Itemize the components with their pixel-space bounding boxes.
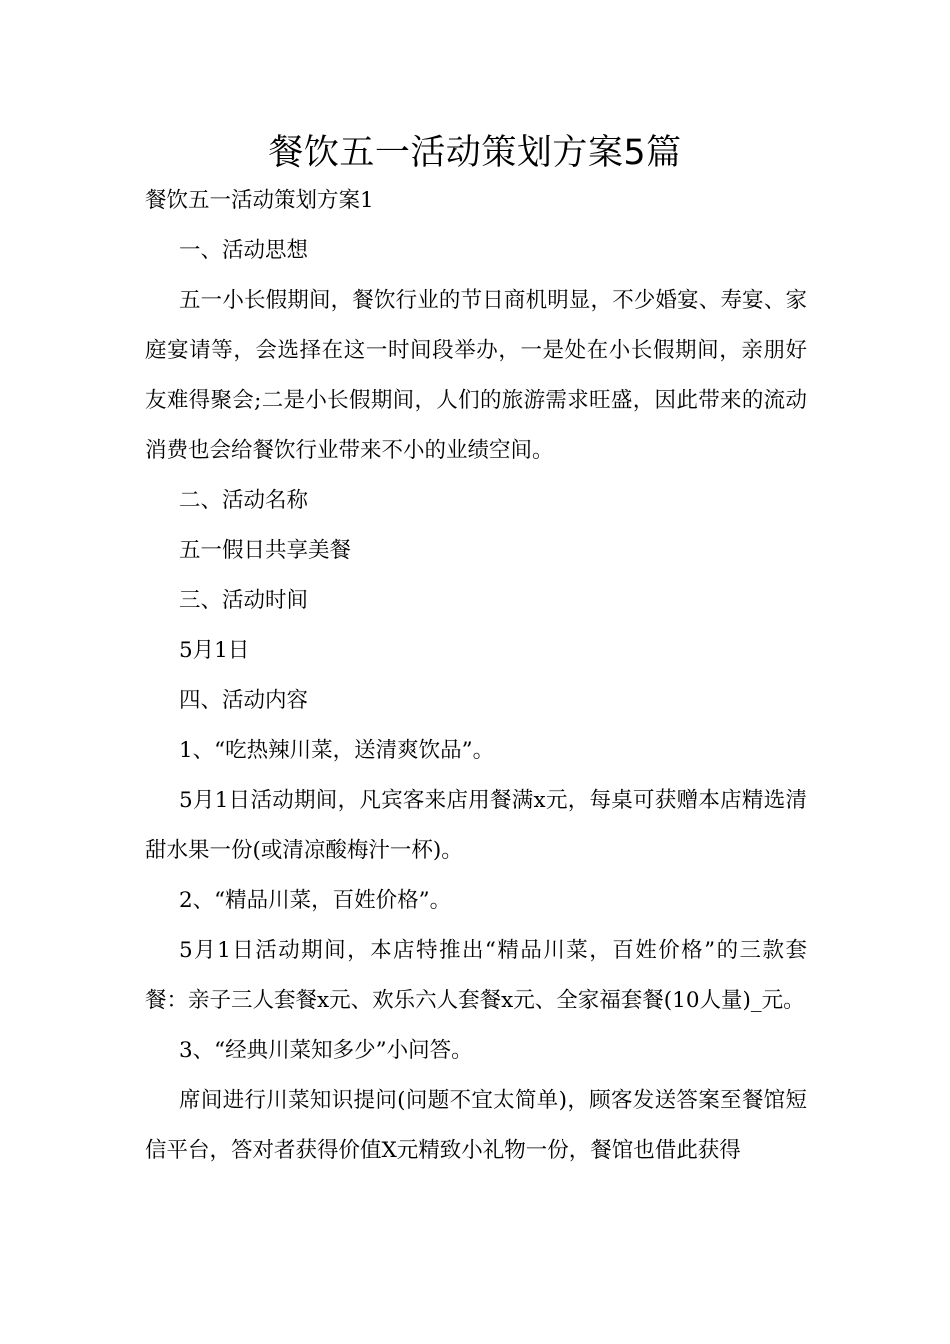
paragraph: 五一小长假期间，餐饮行业的节日商机明显，不少婚宴、寿宴、家庭宴请等，会选择在这一时间段举办，一是处在小长假期间，亲朋好友难得聚会;二是小长假期间，人们的旅游需求旺盛，因此带来的流动消费也会给餐饮行业带来不小的业绩空间。 <box>145 288 807 463</box>
paragraph: 5月1日活动期间，凡宾客来店用餐满x元，每桌可获赠本店精选清甜水果一份(或清凉酸梅汁一杯)。 <box>145 788 807 863</box>
list-item: 1、“吃热辣川菜，送清爽饮品”。 <box>179 738 495 763</box>
paragraph: 5月1日 <box>179 638 250 663</box>
paragraph: 席间进行川菜知识提问(问题不宜太简单)，顾客发送答案至餐馆短信平台，答对者获得价值X元精致小礼物一份，餐馆也借此获得 <box>145 1088 807 1163</box>
document-title: 餐饮五一活动策划方案5篇 <box>268 133 682 173</box>
list-item: 3、“经典川菜知多少”小问答。 <box>179 1038 473 1063</box>
subheading: 一、活动思想 <box>179 238 309 263</box>
list-item: 2、“精品川菜，百姓价格”。 <box>179 888 452 913</box>
document-body <box>145 176 807 1176</box>
subheading: 三、活动时间 <box>179 588 309 613</box>
paragraph: 5月1日活动期间，本店特推出“精品川菜，百姓价格”的三款套餐：亲子三人套餐x元、欢乐六人套餐x元、全家福套餐(10人量)_元。 <box>145 938 807 1013</box>
subheading: 二、活动名称 <box>179 488 309 513</box>
section-heading: 餐饮五一活动策划方案1 <box>145 188 374 213</box>
subheading: 四、活动内容 <box>179 688 309 713</box>
paragraph: 五一假日共享美餐 <box>179 538 352 563</box>
